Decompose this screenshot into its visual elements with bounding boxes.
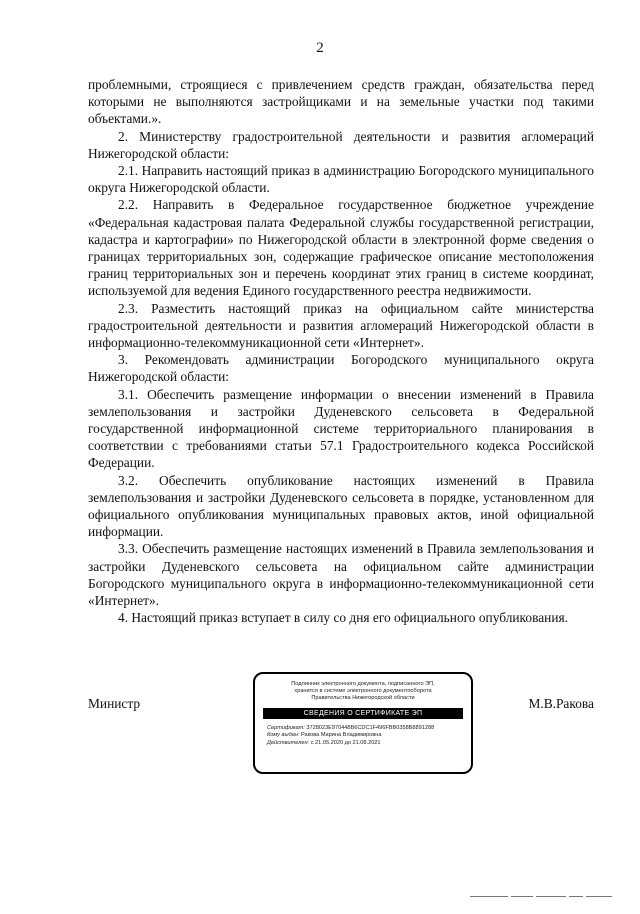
paragraph: 4. Настоящий приказ вступает в силу со дня его официального опубликования. (118, 610, 568, 626)
paragraph: 2.2. Направить в Федеральное государственное бюджетное учреждение «Федеральная кадастровая палата Федеральной службы государственной регистрации, кадастра и картографии» по Нижегородской области в электронной форме сведения о границах территориальных зон, содержащие графическое описание местоположения границ территориальных зон и перечень координат этих границ в системе координат, используемой для ведения Единого государственного реестра недвижимости. (88, 197, 594, 299)
electronic-signature-stamp (253, 672, 473, 774)
paragraph: 3.3. Обеспечить размещение настоящих изменений в Правила землепользования и застройки Дуденевского сельсовета на официальном сайте администрации Богородского муниципального округа в информационно-телекоммуникационной сети «Интернет». (88, 541, 594, 609)
footer-mark (536, 896, 566, 897)
scan-footer-marks (470, 896, 620, 898)
paragraph: 3.1. Обеспечить размещение информации о внесении изменений в Правила землепользования и застройки Дуденевского сельсовета в Федеральной государственной информационной системе территориального планирования в соответствии с требованиями статьи 57.1 Градостроительного кодекса Российской Федерации. (88, 386, 594, 471)
stamp-details (267, 725, 461, 747)
validity-row (267, 740, 461, 747)
validity-label: Действителен: (267, 739, 310, 746)
issued-to-row (267, 732, 461, 739)
stamp-header-line: Подлинник электронного документа, подписанного ЭП, (291, 681, 435, 687)
document-body (88, 76, 594, 627)
page-number: 2 (316, 40, 324, 56)
paragraph: 3.2. Обеспечить опубликование настоящих изменений в Правила землепользования и застройки Дуденевского сельсовета в порядке, установленном для официального опубликования муниципальных правовых актов, иной официальной информации. (88, 472, 594, 540)
stamp-header-line: хранится в системе электронного документооборота (294, 688, 432, 694)
footer-mark (511, 896, 533, 897)
signer-name: М.В.Ракова (528, 696, 594, 711)
stamp-header-line: Правительства Нижегородской области (311, 695, 415, 701)
stamp-title-bar: СВЕДЕНИЯ О СЕРТИФИКАТЕ ЭП (263, 708, 463, 719)
certificate-label: Сертификат: (267, 725, 305, 731)
certificate-value: 3728023E970448B6CDC1F496FBB0358B8891288 (306, 725, 435, 731)
issued-to-label: Кому выдан: (267, 732, 300, 739)
paragraph: 2.3. Разместить настоящий приказ на официальном сайте министерства градостроительной деятельности и развития агломераций Нижегородской области в информационно-телекоммуникационной сети «Интернет». (88, 300, 594, 351)
paragraph: 2.1. Направить настоящий приказ в администрацию Богородского муниципального округа Нижегородской области. (88, 163, 594, 196)
paragraph: 2. Министерству градостроительной деятельности и развития агломераций Нижегородской области: (88, 128, 594, 161)
paragraph: проблемными, строящиеся с привлечением средств граждан, обязательства перед которыми не выполняются застройщиками и на земельные участки под такими объектами.». (88, 77, 594, 127)
stamp-header (255, 681, 471, 702)
signer-title: Министр (88, 696, 141, 711)
footer-mark (569, 896, 583, 897)
paragraph: 3. Рекомендовать администрации Богородского муниципального округа Нижегородской области: (88, 352, 594, 385)
certificate-row (267, 725, 461, 732)
issued-to-value: Ракова Марина Владимировна (300, 732, 382, 739)
footer-mark (470, 896, 508, 897)
signature-block (88, 672, 594, 776)
validity-value: с 21.05.2020 до 21.08.2021 (310, 739, 381, 746)
footer-mark (586, 896, 612, 897)
